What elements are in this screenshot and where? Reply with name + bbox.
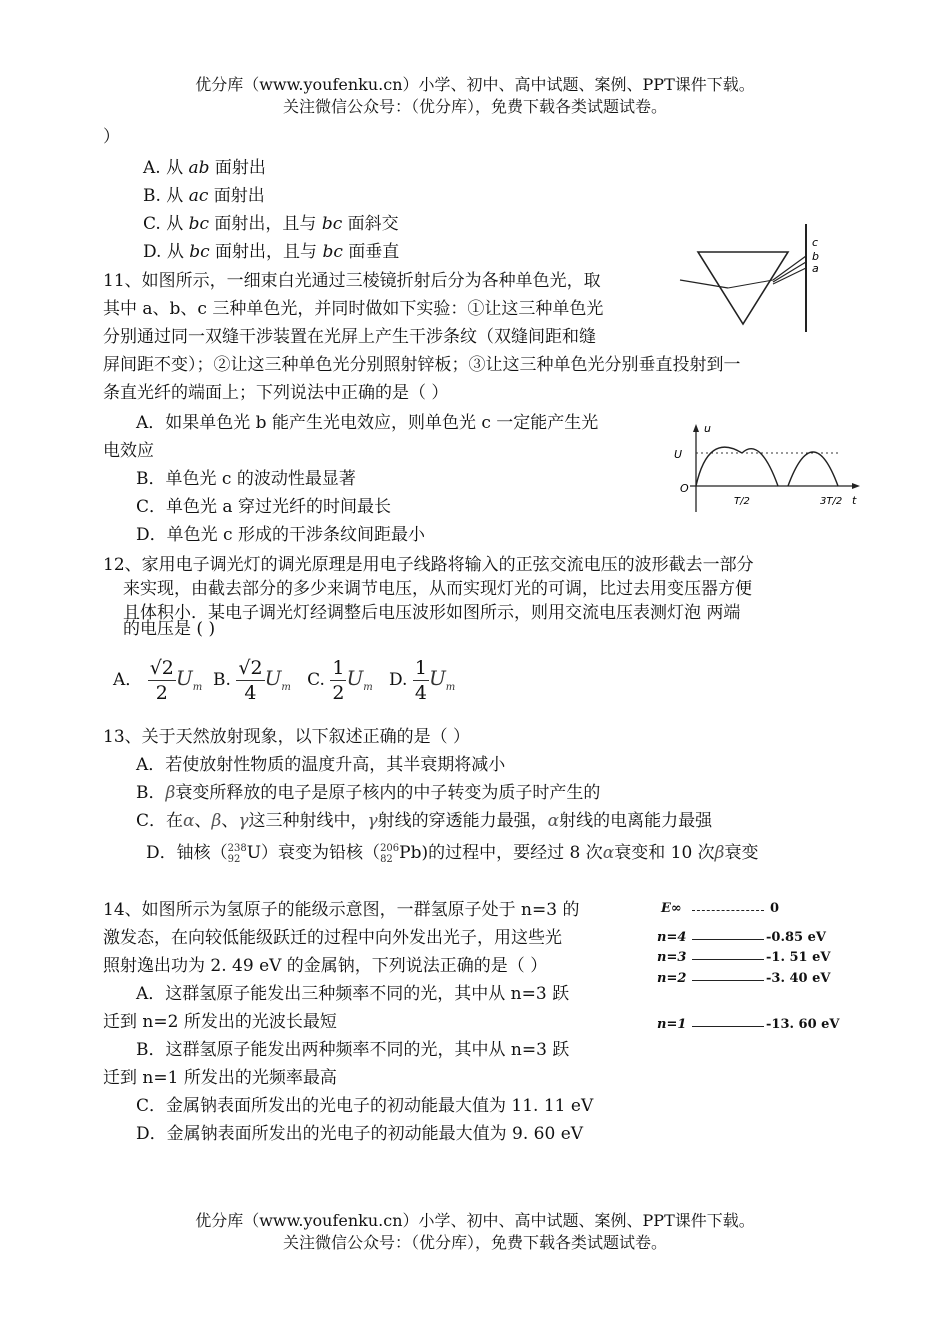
ray-label-b: b (812, 250, 819, 263)
level-line-2 (692, 980, 764, 981)
q11-line-3: 分别通过同一双缝干涉装置在光屏上产生干涉条纹（双缝间距和缝 (103, 327, 596, 347)
fraction-c: $\frac{1}{2}$ (332, 657, 345, 704)
level-line-inf (692, 910, 764, 911)
q14-option-b-1: B．这群氢原子能发出两种频率不同的光，其中从 n=3 跃 (136, 1040, 570, 1060)
q10-option-b: B. 从 ac 面射出 (143, 186, 265, 206)
q11-option-a-1: A．如果单色光 b 能产生光电效应，则单色光 c 一定能产生光 (136, 413, 599, 433)
voltage-waveform-figure (668, 420, 864, 518)
header-line-1: 优分库（www.youfenku.cn）小学、初中、高中试题、案例、PPT课件下载。 (195, 75, 755, 94)
q14-option-d: D．金属钠表面所发出的光电子的初动能最大值为 9. 60 eV (136, 1124, 584, 1144)
ray-label-a: a (812, 262, 819, 275)
uranium-isotope: 238 92 (227, 842, 247, 865)
fig-t-half-label: T/2 (734, 496, 750, 507)
fraction-b: $\frac{√2}{4}$ (238, 657, 263, 704)
q12-option-a-label: A． (113, 670, 143, 690)
q10-option-c: C. 从 bc 面射出，且与 bc 面斜交 (143, 214, 399, 234)
q14-option-a-1: A．这群氢原子能发出三种频率不同的光，其中从 n=3 跃 (136, 984, 570, 1004)
q12-options (113, 650, 455, 716)
level-energy-1: -13. 60 eV (766, 1017, 840, 1032)
fig-u-label: u (704, 422, 711, 435)
q14-line-2: 激发态，在向较低能级跃迁的过程中向外发出光子，用这些光 (103, 928, 562, 948)
q11-line-1: 11、如图所示，一细束白光通过三棱镜折射后分为各种单色光，取 (103, 271, 601, 291)
q12-line-4: 的电压是 ( ) (123, 619, 216, 639)
level-label-inf: E∞ (661, 901, 682, 916)
q11-option-b: B．单色光 c 的波动性最显著 (136, 469, 356, 489)
level-line-3 (692, 959, 764, 960)
q14-option-a-2: 迁到 n=2 所发出的光波长最短 (103, 1012, 337, 1032)
q12-option-b-label: B. (213, 670, 231, 690)
um-a: $U_m$ (175, 666, 203, 693)
fig-um-label: U (674, 448, 683, 461)
q14-option-c: C．金属钠表面所发出的光电子的初动能最大值为 11. 11 eV (136, 1096, 594, 1116)
um-c: $U_m$ (346, 666, 373, 693)
level-line-4 (692, 939, 764, 940)
level-label-2: n=2 (657, 971, 687, 986)
q13-line-1: 13、关于天然放射现象，以下叙述正确的是（ ） (103, 727, 471, 747)
header-line-2: 关注微信公众号：（优分库），免费下载各类试题试卷。 (282, 97, 667, 116)
ray-label-c: c (812, 236, 819, 249)
level-energy-inf: 0 (770, 901, 780, 916)
level-label-1: n=1 (657, 1017, 687, 1032)
level-energy-2: -3. 40 eV (766, 971, 831, 986)
q11-option-c: C．单色光 a 穿过光纤的时间最长 (136, 497, 391, 517)
level-line-1 (692, 1026, 764, 1027)
q11-line-5: 条直光纤的端面上；下列说法中正确的是（ ） (103, 383, 449, 403)
q13-option-c: C．在α、β、γ这三种射线中，γ射线的穿透能力最强，α射线的电离能力最强 (136, 811, 713, 831)
level-energy-3: -1. 51 eV (766, 950, 831, 965)
q12-line-2: 来实现，由截去部分的多少来调节电压，从而实现灯光的可调，比过去用变压器方便 (123, 579, 752, 599)
q14-line-3: 照射逸出功为 2. 49 eV 的金属钠，下列说法正确的是（ ） (103, 956, 548, 976)
um-d: $U_m$ (428, 666, 456, 693)
q11-option-a-2: 电效应 (103, 441, 154, 461)
lead-isotope: 206 82 (380, 842, 400, 865)
q11-line-2: 其中 a、b、c 三种单色光，并同时做如下实验：①让这三种单色光 (103, 299, 604, 319)
q13-option-d: D．铀核（238 92 U）衰变为铅核（206 82 Pb)的过程中，要经过 8 次α衰变和 10 次β衰变 (146, 842, 759, 865)
level-label-3: n=3 (657, 950, 687, 965)
level-energy-4: -0.85 eV (766, 930, 826, 945)
q12-option-c-label: C. (307, 670, 325, 690)
fraction-d: $\frac{1}{4}$ (414, 657, 427, 704)
q12-option-d-label: D. (389, 670, 408, 690)
fraction-a: $\frac{√2}{2}$ (149, 657, 174, 704)
footer-line-1: 优分库（www.youfenku.cn）小学、初中、高中试题、案例、PPT课件下载。 (195, 1211, 755, 1230)
q13-option-a: A．若使放射性物质的温度升高，其半衰期将减小 (136, 755, 506, 775)
fig-t-axis-label: t (852, 494, 857, 507)
q10-tail: ） (103, 127, 120, 147)
prism-figure (678, 222, 828, 334)
q12-line-3: 且体积小．某电子调光灯经调整后电压波形如图所示，则用交流电压表测灯泡 两端 (123, 603, 741, 623)
footer-line-2: 关注微信公众号：（优分库），免费下载各类试题试卷。 (282, 1233, 667, 1252)
um-b: $U_m$ (264, 666, 291, 693)
q10-option-d: D. 从 bc 面射出，且与 bc 面垂直 (143, 242, 400, 262)
q14-option-b-2: 迁到 n=1 所发出的光频率最高 (103, 1068, 337, 1088)
q14-line-1: 14、如图所示为氢原子的能级示意图，一群氢原子处于 n=3 的 (103, 900, 580, 920)
fig-t-three-half-label: 3T/2 (820, 496, 843, 507)
q12-line-1: 12、家用电子调光灯的调光原理是用电子线路将输入的正弦交流电压的波形截去一部分 (103, 555, 754, 575)
level-label-4: n=4 (657, 930, 687, 945)
q10-option-a: A. 从 ab 面射出 (143, 158, 266, 178)
fig-origin-label: O (680, 482, 689, 495)
q13-option-b: B．β衰变所释放的电子是原子核内的中子转变为质子时产生的 (136, 783, 601, 803)
q11-line-4: 屏间距不变）；②让这三种单色光分别照射锌板；③让这三种单色光分别垂直投射到一 (103, 355, 741, 375)
q11-option-d: D．单色光 c 形成的干涉条纹间距最小 (136, 525, 425, 545)
